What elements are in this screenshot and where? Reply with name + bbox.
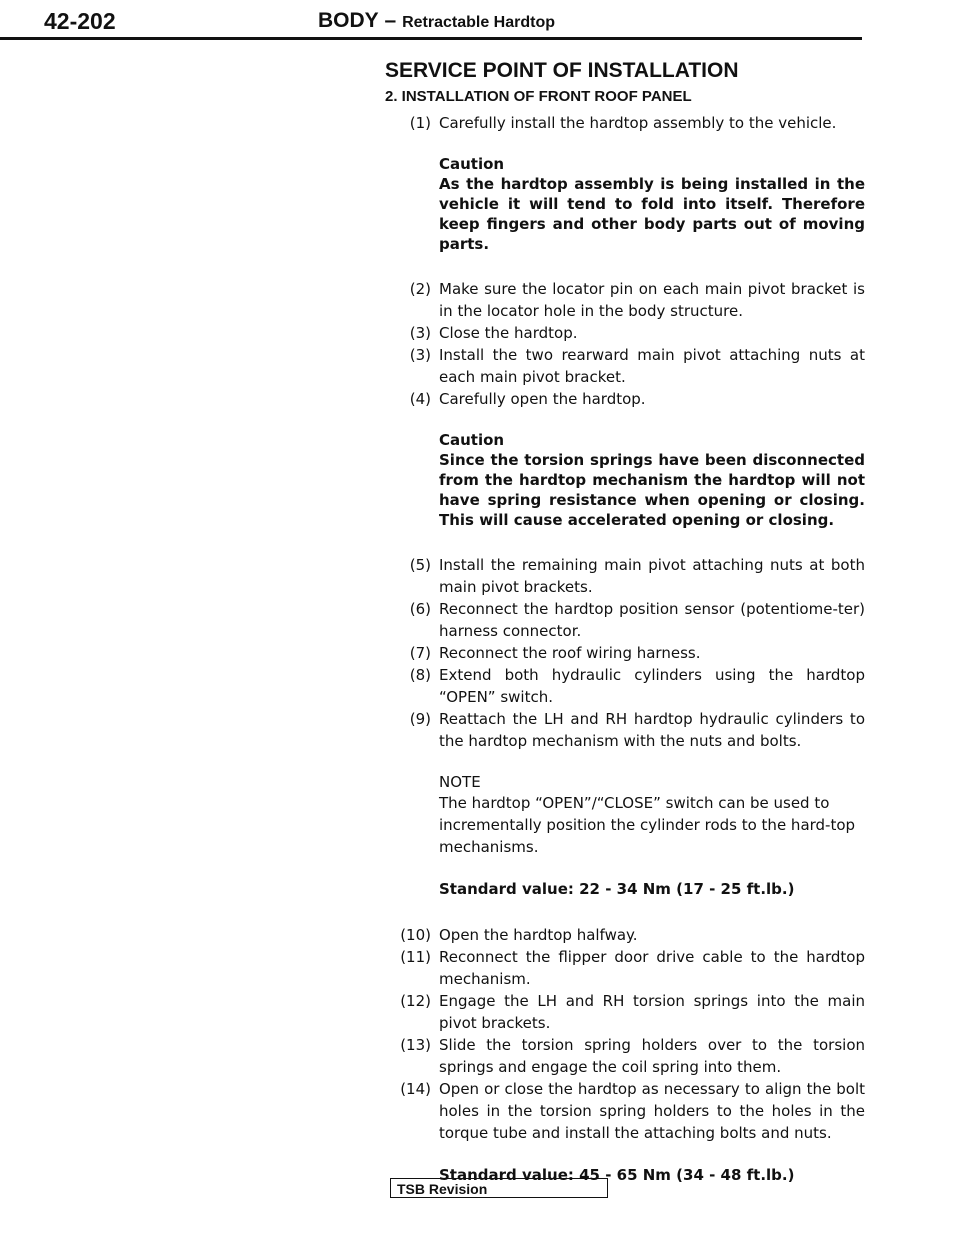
note-label: NOTE [439,773,481,791]
note-text: The hardtop “OPEN”/“CLOSE” switch can be used to incrementally position the cylinder rods to the hard-top mechanisms. [439,794,856,856]
step-1 [385,112,865,134]
step-3a [385,322,865,344]
step-12 [385,990,865,1034]
step-number: (14) [400,1080,431,1098]
subsection-title: 2. INSTALLATION OF FRONT ROOF PANEL [385,88,692,105]
header-dash: – [384,9,397,32]
step-2 [385,278,865,322]
step-number: (11) [400,948,431,966]
step-text: Open or close the hardtop as necessary to align the bolt holes in the torsion spring holders to the holes in the torque tube and install the attaching bolts and nuts. [439,1080,865,1142]
standard-value-1: Standard value: 22 - 34 Nm (17 - 25 ft.lb.) [439,880,795,898]
step-9 [385,708,865,752]
step-text: Open the hardtop halfway. [439,926,638,944]
note-block [385,772,865,858]
step-5 [385,554,865,598]
step-number: (10) [400,926,431,944]
step-4 [385,388,865,410]
step-14 [385,1078,865,1144]
step-text: Engage the LH and RH torsion springs into the main pivot brackets. [439,992,865,1032]
caution-block-2 [385,430,865,530]
step-number: (13) [400,1036,431,1054]
step-6 [385,598,865,642]
step-text: Reconnect the hardtop position sensor (potentiome-ter) harness connector. [439,600,865,640]
page-header [0,0,960,44]
header-title-main: BODY [318,9,379,32]
step-text: Close the hardtop. [439,324,578,342]
step-number: (5) [409,556,431,574]
header-subtitle: Retractable Hardtop [402,14,555,31]
caution-text: Since the torsion springs have been disconnected from the hardtop mechanism the hardtop will not have spring resistance when opening or closing. This will cause accelerated opening or closing. [439,451,865,529]
step-text: Extend both hydraulic cylinders using the hardtop “OPEN” switch. [439,666,865,706]
step-number: (6) [409,600,431,618]
step-number: (7) [409,644,431,662]
step-text: Reconnect the roof wiring harness. [439,644,701,662]
step-number: (12) [400,992,431,1010]
caution-label: Caution [439,155,505,173]
step-8 [385,664,865,708]
step-text: Install the two rearward main pivot attaching nuts at each main pivot bracket. [439,346,865,386]
step-11 [385,946,865,990]
step-text: Install the remaining main pivot attaching nuts at both main pivot brackets. [439,556,865,596]
page-number: 42-202 [44,8,116,34]
caution-block-1 [385,154,865,254]
step-text: Make sure the locator pin on each main pivot bracket is in the locator hole in the body structure. [439,280,865,320]
step-number: (3) [409,346,431,364]
step-number: (1) [409,114,431,132]
header-rule [0,37,862,40]
step-7 [385,642,865,664]
tsb-revision-box [390,1178,608,1198]
header-title [318,9,555,33]
step-text: Reconnect the flipper door drive cable to the hardtop mechanism. [439,948,865,988]
standard-value-2: Standard value: 45 - 65 Nm (34 - 48 ft.lb.) [439,1166,795,1184]
page-content [385,56,865,1186]
step-number: (2) [409,280,431,298]
caution-text: As the hardtop assembly is being installed in the vehicle it will tend to fold into itself. Therefore keep fingers and other body parts out of moving parts. [439,175,865,253]
tsb-revision-label: TSB Revision [397,1181,488,1197]
step-number: (4) [409,390,431,408]
step-number: (9) [409,710,431,728]
step-text: Carefully install the hardtop assembly to the vehicle. [439,114,837,132]
step-10 [385,924,865,946]
step-number: (3) [409,324,431,342]
caution-label: Caution [439,431,505,449]
step-3b [385,344,865,388]
step-text: Carefully open the hardtop. [439,390,646,408]
step-text: Slide the torsion spring holders over to the torsion springs and engage the coil spring into them. [439,1036,865,1076]
step-13 [385,1034,865,1078]
section-title: SERVICE POINT OF INSTALLATION [385,59,739,82]
step-number: (8) [409,666,431,684]
step-text: Reattach the LH and RH hardtop hydraulic cylinders to the hardtop mechanism with the nuts and bolts. [439,710,865,750]
